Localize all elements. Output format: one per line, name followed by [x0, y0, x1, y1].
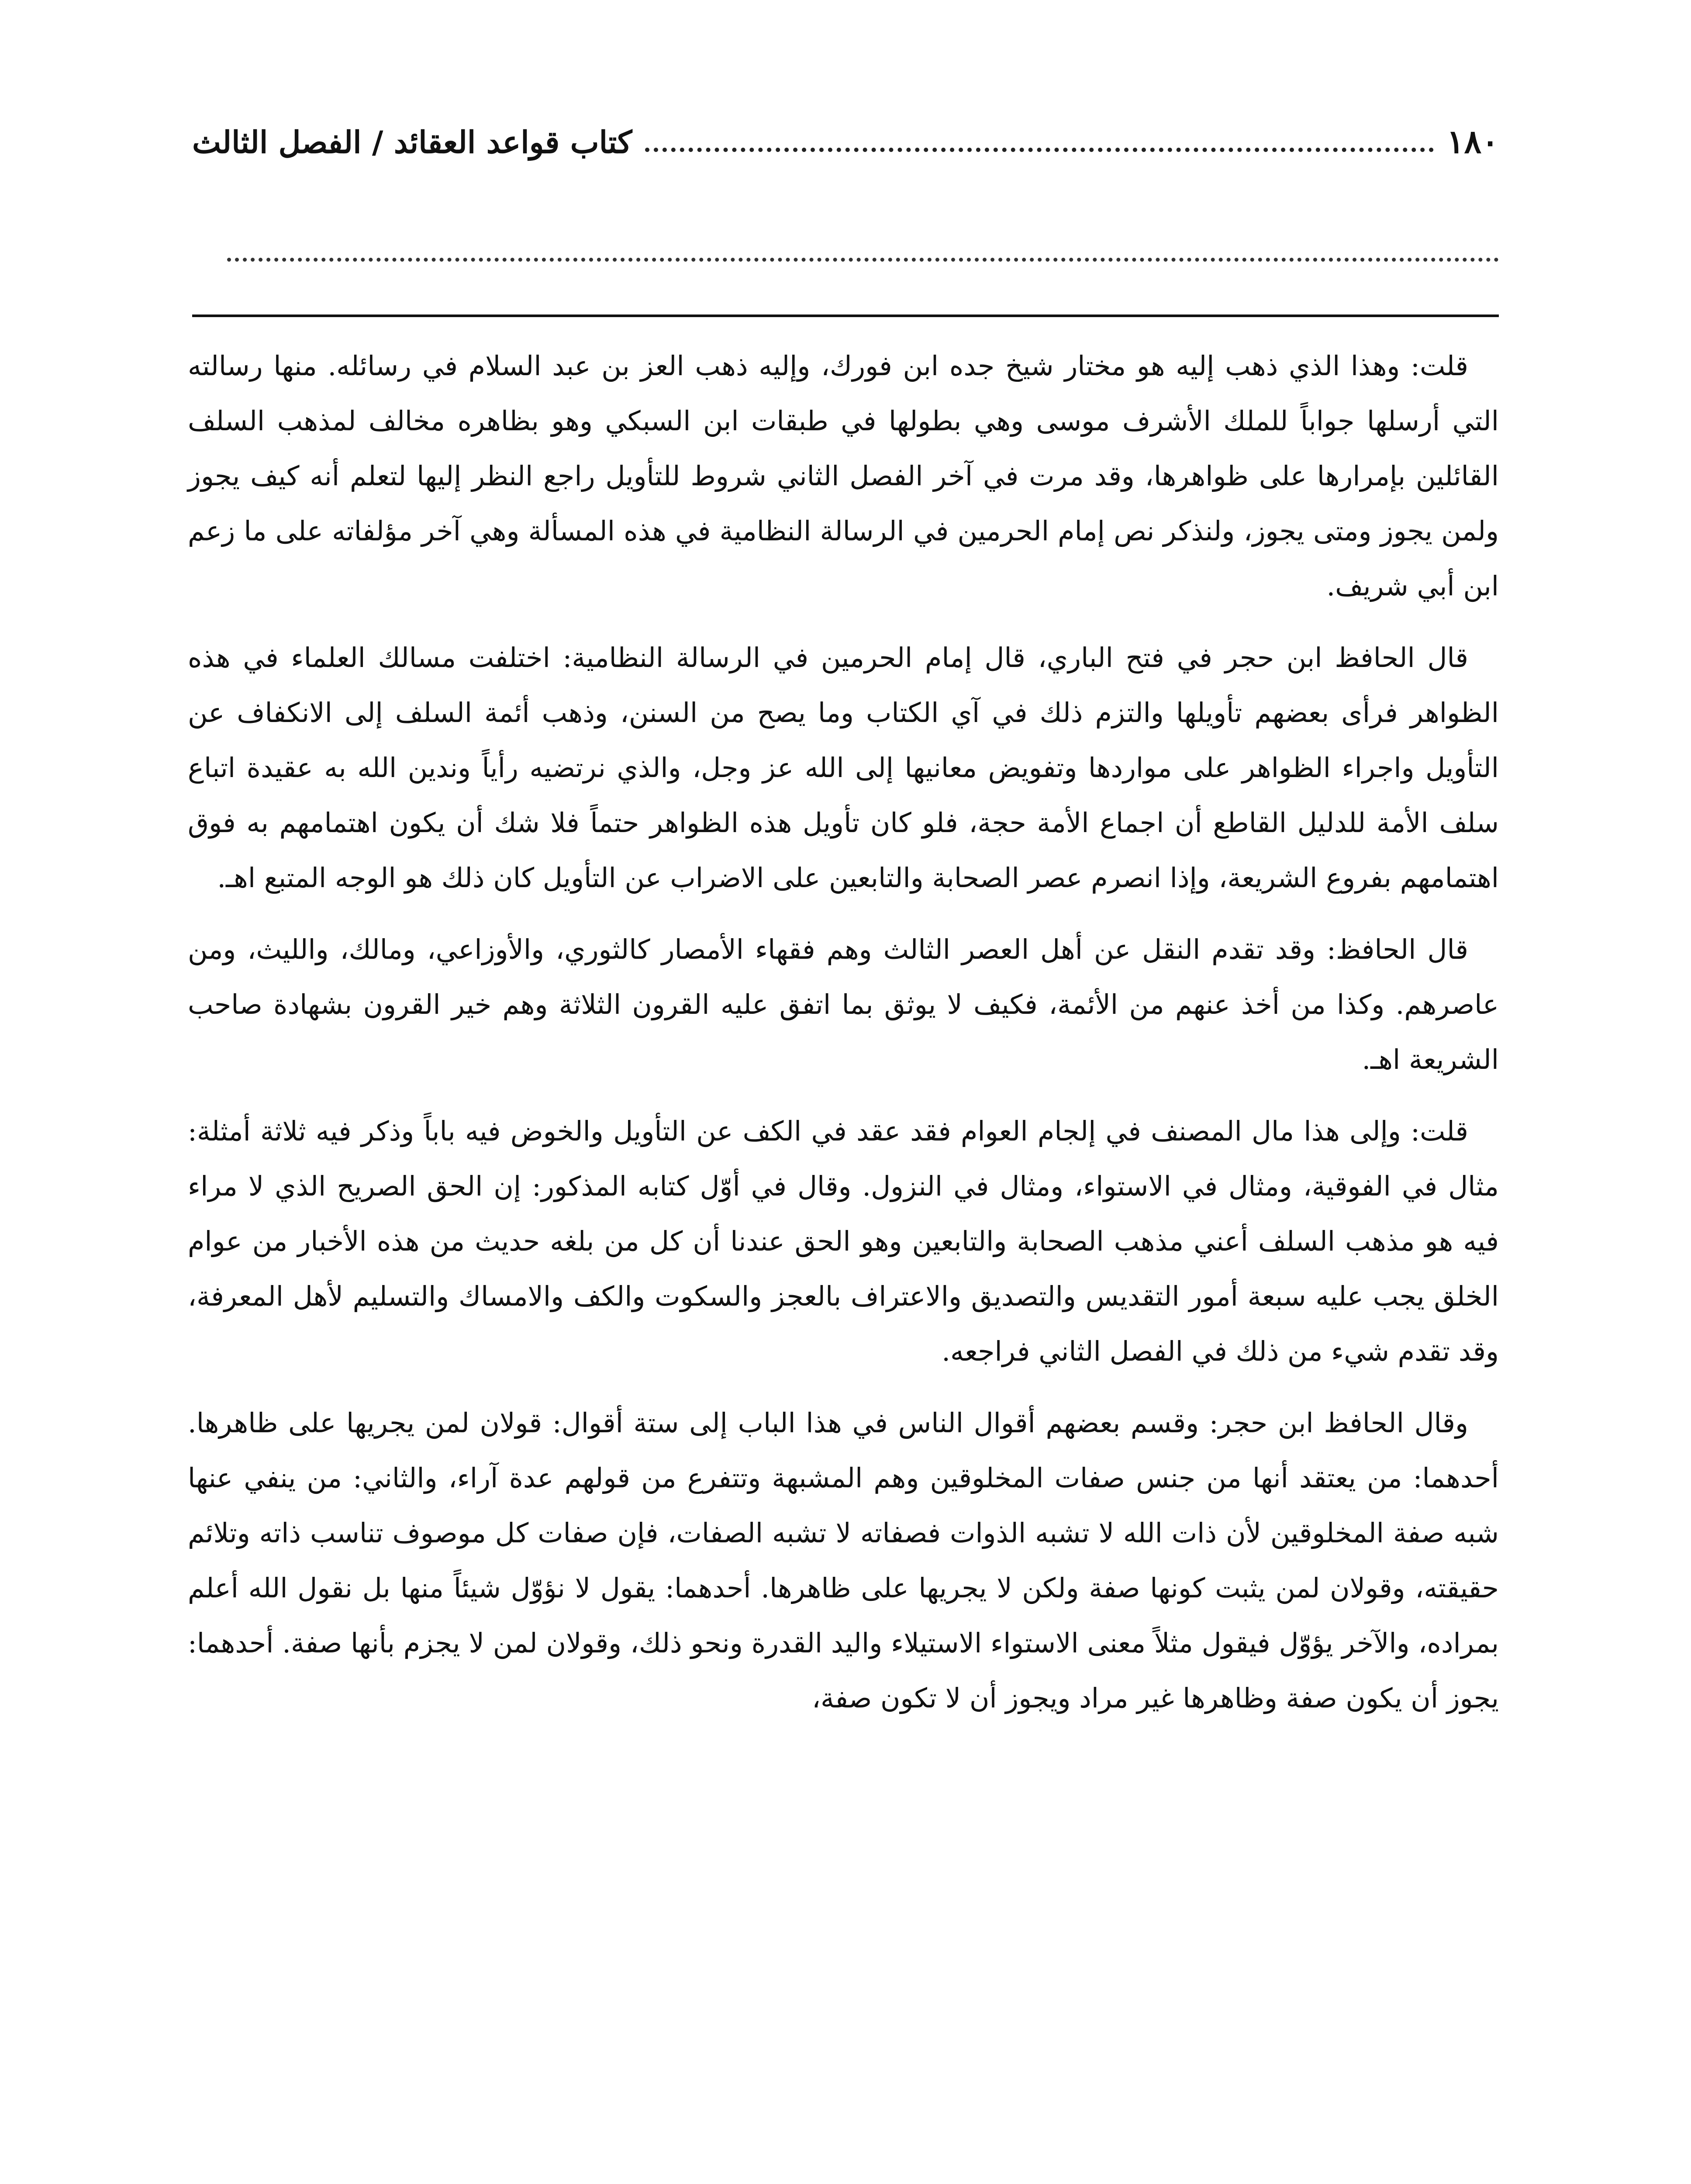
- running-header: [192, 118, 1499, 166]
- paragraph: قال الحافظ: وقد تقدم النقل عن أهل العصر الثالث وهم فقهاء الأمصار كالثوري، والأوزاعي، ومالك، والليث، ومن عاصرهم. وكذا من أخذ عنهم من الأئمة، فكيف لا يوثق بما اتفق عليه القرون الثلاثة وهم خير القرون بشهادة صاحب الشريعة اهـ.: [188, 933, 1499, 1075]
- running-title: كتاب قواعد العقائد / الفصل الثالث: [192, 124, 632, 160]
- paragraph: قلت: وهذا الذي ذهب إليه هو مختار شيخ جده ابن فورك، وإليه ذهب العز بن عبد السلام في رسائله. منها رسالته التي أرسلها جواباً للملك الأشرف موسى وهي بطولها في طبقات ابن السبكي وهو بظاهره مخالف لمذهب السلف القائلين بإمرارها على ظواهرها، وقد مرت في آخر الفصل الثاني شروط للتأويل راجع النظر إليها لتعلم أنه كيف يجوز ولمن يجوز ومتى يجوز، ولنذكر نص إمام الحرمين في الرسالة النظامية في هذه المسألة وهي آخر مؤلفاته على ما زعم ابن أبي شريف.: [188, 350, 1499, 602]
- paragraph: وقال الحافظ ابن حجر: وقسم بعضهم أقوال الناس في هذا الباب إلى ستة أقوال: قولان لمن يجريها على ظاهرها. أحدهما: من يعتقد أنها من جنس صفات المخلوقين وهم المشبهة وتتفرع من قولهم عدة آراء، والثاني: من ينفي عنها شبه صفة المخلوقين لأن ذات الله لا تشبه الذوات فصفاته لا تشبه الصفات، فإن صفات كل موصوف تناسب ذاته وتلائم حقيقته، وقولان لمن يثبت كونها صفة ولكن لا يجريها على ظاهرها. أحدهما: يقول لا نؤوّل شيئاً منها بل نقول الله أعلم بمراده، والآخر يؤوّل فيقول مثلاً معنى الاستواء الاستيلاء واليد القدرة ونحو ذلك، وقولان لمن لا يجزم بأنها صفة. أحدهما: يجوز أن يكون صفة وظاهرها غير مراد ويجوز أن لا تكون صفة،: [188, 1407, 1499, 1714]
- header-rule: [192, 314, 1499, 317]
- paragraph: قلت: وإلى هذا مال المصنف في إلجام العوام فقد عقد في الكف عن التأويل والخوض فيه باباً وذكر فيه ثلاثة أمثلة: مثال في الفوقية، ومثال في الاستواء، ومثال في النزول. وقال في أوّل كتابه المذكور: إن الحق الصريح الذي لا مراء فيه هو مذهب السلف أعني مذهب الصحابة والتابعين وهو الحق عندنا أن كل من بلغه حديث من هذه الأخبار من عوام الخلق يجب عليه سبعة أمور التقديس والتصديق والاعتراف بالعجز والسكوت والكف والامساك والتسليم لأهل المعرفة، وقد تقدم شيء من ذلك في الفصل الثاني فراجعه.: [188, 1115, 1499, 1367]
- header-dot-leader: [645, 132, 1433, 152]
- body-text: [188, 339, 1499, 2184]
- paragraph: قال الحافظ ابن حجر في فتح الباري، قال إمام الحرمين في الرسالة النظامية: اختلفت مسالك العلماء في هذه الظواهر فرأى بعضهم تأويلها والتزم ذلك في آي الكتاب وما يصح من السنن، وذهب أئمة السلف إلى الانكفاف عن التأويل واجراء الظواهر على مواردها وتفويض معانيها إلى الله عز وجل، والذي نرتضيه رأياً وندين الله به عقيدة اتباع سلف الأمة للدليل القاطع أن اجماع الأمة حجة، فلو كان تأويل هذه الظواهر حتماً فلا شك أن يكون اهتمامهم به فوق اهتمامهم بفروع الشريعة، وإذا انصرم عصر الصحابة والتابعين على الاضراب عن التأويل كان ذلك هو الوجه المتبع اهـ.: [188, 642, 1499, 894]
- dotted-separator: [227, 249, 1499, 262]
- page-number: ١٨٠: [1446, 123, 1499, 161]
